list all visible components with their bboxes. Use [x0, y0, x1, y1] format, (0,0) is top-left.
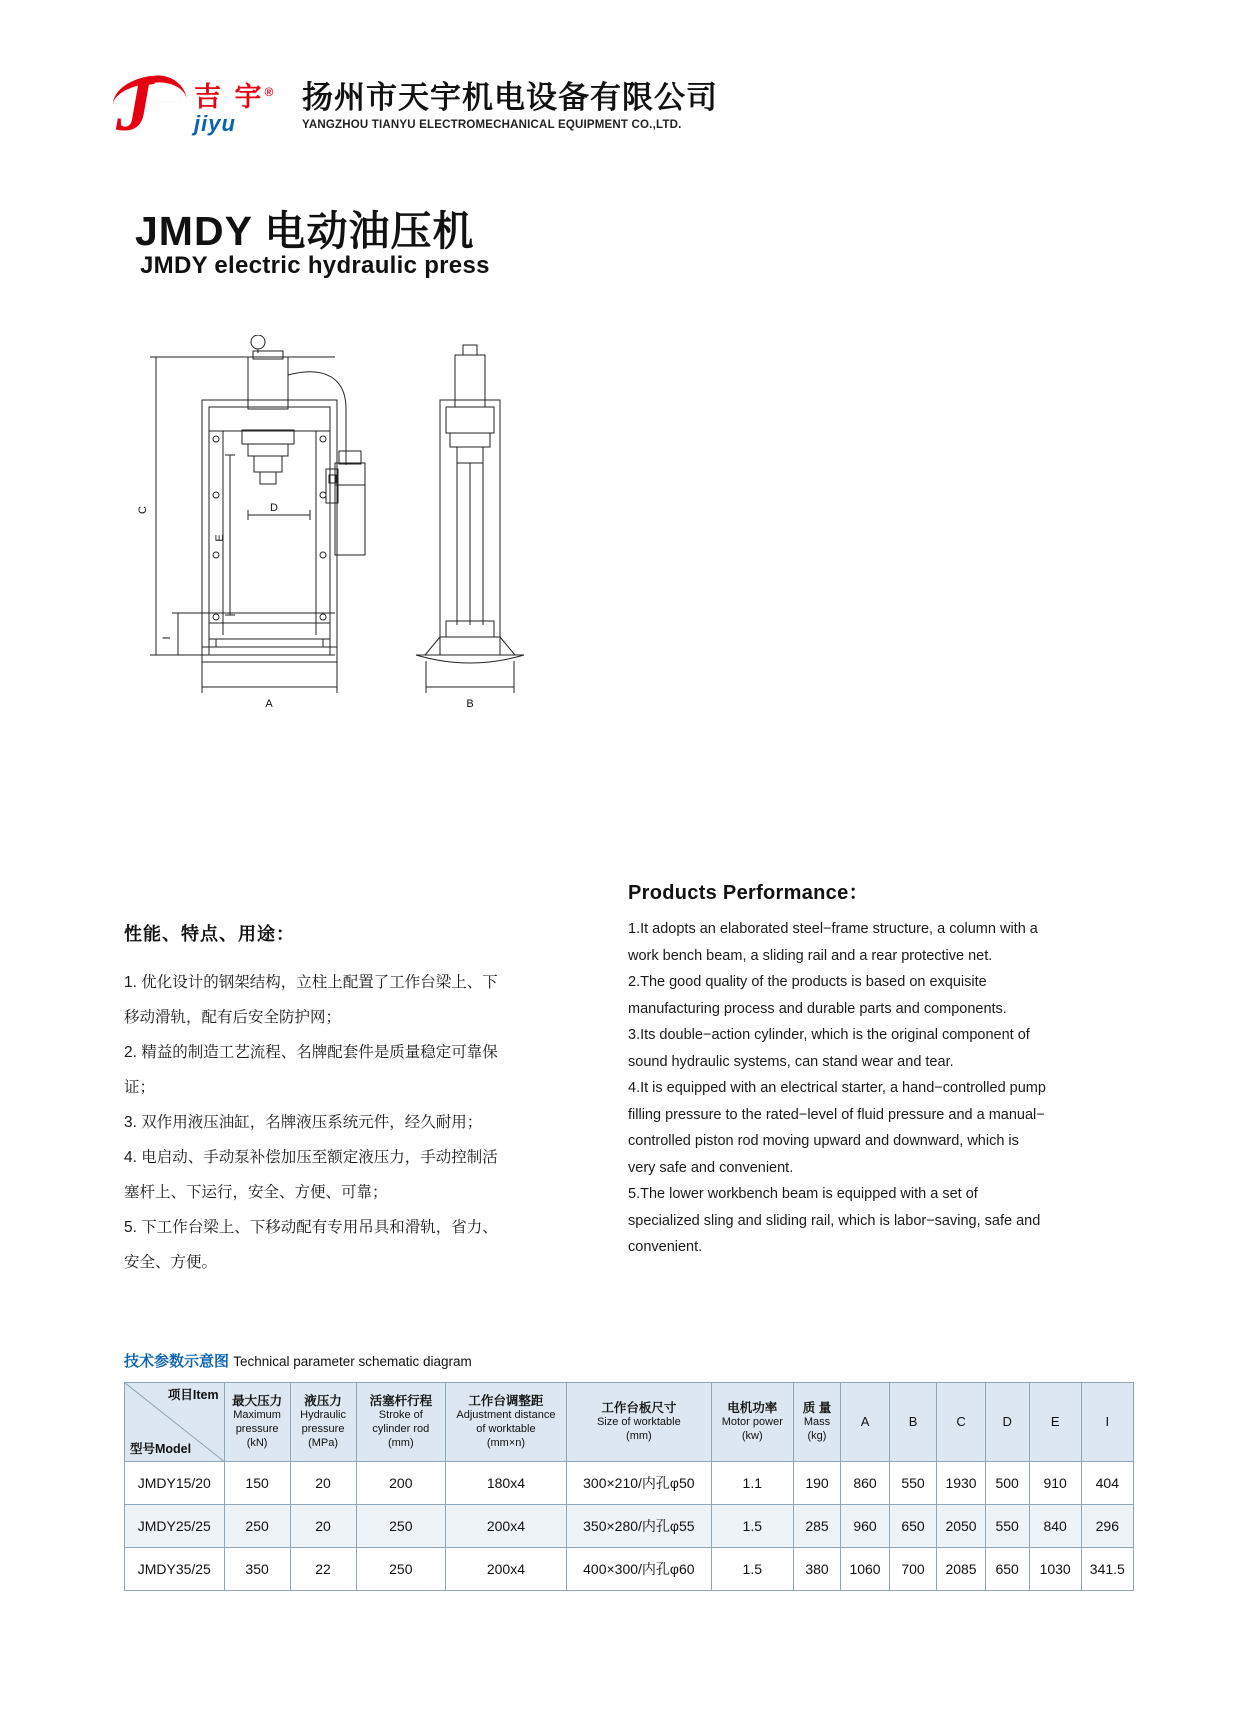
spec-table [124, 1382, 1134, 1591]
cell-a: 1060 [841, 1548, 889, 1591]
feature-line: 1. 优化设计的钢架结构，立柱上配置了工作台梁上、下 [124, 974, 498, 991]
cell-hydraulic-pressure: 20 [290, 1505, 356, 1548]
feature-line: 塞杆上、下运行，安全、方便、可靠； [124, 1184, 388, 1201]
cell-motor-power: 1.5 [711, 1548, 793, 1591]
cell-i: 341.5 [1081, 1548, 1133, 1591]
cell-i: 404 [1081, 1462, 1133, 1505]
company-name-en: YANGZHOU TIANYU ELECTROMECHANICAL EQUIPMENT CO.,LTD. [302, 119, 682, 131]
col-a: A [841, 1383, 889, 1462]
product-technical-drawing [130, 335, 590, 725]
feature-line: 4. 电启动、手动泵补偿加压至额定液压力，手动控制活 [124, 1149, 498, 1166]
cell-b: 650 [889, 1505, 937, 1548]
cell-worktable-size: 350×280/内孔φ55 [566, 1505, 711, 1548]
cell-d: 650 [985, 1548, 1029, 1591]
performance-line: 3.Its double−action cylinder, which is the original component of [628, 1027, 1030, 1043]
col-en: Size of worktable (mm) [596, 1416, 681, 1442]
cell-c: 2050 [937, 1505, 985, 1548]
feature-line: 移动滑轨，配有后安全防护网； [124, 1009, 342, 1026]
cell-max-pressure: 150 [224, 1462, 290, 1505]
cell-motor-power: 1.1 [711, 1462, 793, 1505]
col-cn: 液压力 [304, 1394, 342, 1408]
cell-hydraulic-pressure: 22 [290, 1548, 356, 1591]
cell-a: 960 [841, 1505, 889, 1548]
performance-line: 5.The lower workbench beam is equipped with a set of [628, 1186, 978, 1202]
feature-line: 3. 双作用液压油缸，名牌液压系统元件，经久耐用； [124, 1114, 483, 1131]
performance-list-en [628, 916, 1068, 1261]
col-mass [793, 1383, 841, 1462]
col-worktable-size [566, 1383, 711, 1462]
cell-stroke: 200 [356, 1462, 446, 1505]
cell-c: 1930 [937, 1462, 985, 1505]
performance-line: 2.The good quality of the products is based on exquisite [628, 974, 987, 990]
press-line-drawing [130, 335, 590, 725]
performance-line: manufacturing process and durable parts and components. [628, 1000, 1007, 1017]
logo-cn-text [194, 77, 286, 112]
cell-e: 840 [1029, 1505, 1081, 1548]
company-logo-mark [110, 65, 188, 147]
dim-label-d: D [270, 502, 278, 514]
col-cn: 电机功率 [727, 1401, 778, 1415]
col-en: Hydraulic pressure (MPa) [300, 1409, 346, 1449]
col-d: D [985, 1383, 1029, 1462]
cell-model: JMDY25/25 [125, 1505, 225, 1548]
col-stroke [356, 1383, 446, 1462]
features-heading-cn: 性能、特点、用途： [124, 924, 295, 944]
cell-adjust-distance: 180x4 [446, 1462, 567, 1505]
col-en: Maximum pressure (kN) [233, 1409, 281, 1449]
dim-label-c: C [137, 506, 149, 514]
spec-table-head [125, 1383, 1134, 1462]
col-en: Mass (kg) [803, 1416, 831, 1442]
cell-hydraulic-pressure: 20 [290, 1462, 356, 1505]
col-e: E [1029, 1383, 1081, 1462]
page-title-cn: JMDY 电动油压机 [135, 208, 475, 254]
cell-b: 700 [889, 1548, 937, 1591]
col-b: B [889, 1383, 937, 1462]
col-motor-power [711, 1383, 793, 1462]
performance-line: very safe and convenient. [628, 1159, 794, 1176]
feature-line: 安全、方便。 [124, 1254, 218, 1271]
cell-mass: 380 [793, 1548, 841, 1591]
cell-worktable-size: 300×210/内孔φ50 [566, 1462, 711, 1505]
company-name-block [302, 79, 718, 133]
logo-wordmark [194, 77, 286, 136]
col-cn: 工作台板尺寸 [601, 1401, 677, 1415]
cell-d: 500 [985, 1462, 1029, 1505]
col-i: I [1081, 1383, 1133, 1462]
spec-table-body [125, 1462, 1134, 1591]
cell-model: JMDY35/25 [125, 1548, 225, 1591]
col-hydraulic-pressure [290, 1383, 356, 1462]
table-row [125, 1505, 1134, 1548]
cell-a: 860 [841, 1462, 889, 1505]
cell-motor-power: 1.5 [711, 1505, 793, 1548]
page-title-en: JMDY electric hydraulic press [140, 252, 490, 279]
features-list-cn [124, 965, 564, 1280]
col-c: C [937, 1383, 985, 1462]
spec-table-wrapper [124, 1382, 1134, 1591]
performance-line: work bench beam, a sliding rail and a rear protective net. [628, 947, 993, 964]
performance-line: controlled piston rod moving upward and downward, which is [628, 1133, 1019, 1149]
col-cn: 质 量 [802, 1401, 832, 1415]
cell-adjust-distance: 200x4 [446, 1548, 567, 1591]
performance-heading-en: Products Performance： [628, 882, 869, 904]
cell-e: 910 [1029, 1462, 1081, 1505]
logo-letter-j: J [116, 65, 147, 147]
company-name-cn: 扬州市天宇机电设备有限公司 [302, 80, 718, 115]
spec-table-header-row [125, 1383, 1134, 1462]
page-header [110, 65, 718, 147]
performance-line: 4.It is equipped with an electrical starter, a hand−controlled pump [628, 1080, 1046, 1096]
logo-cn-label: 吉 宇 [194, 81, 265, 112]
cell-max-pressure: 250 [224, 1505, 290, 1548]
table-caption [124, 1350, 472, 1371]
cell-stroke: 250 [356, 1505, 446, 1548]
cell-c: 2085 [937, 1548, 985, 1591]
table-caption-en: Technical parameter schematic diagram [233, 1354, 472, 1369]
feature-line: 5. 下工作台梁上、下移动配有专用吊具和滑轨，省力、 [124, 1219, 498, 1236]
cell-worktable-size: 400×300/内孔φ60 [566, 1548, 711, 1591]
dim-label-a: A [265, 698, 273, 710]
corner-item-label: 项目Item [167, 1388, 219, 1402]
cell-model: JMDY15/20 [125, 1462, 225, 1505]
table-row [125, 1462, 1134, 1505]
cell-e: 1030 [1029, 1548, 1081, 1591]
performance-line: convenient. [628, 1239, 703, 1255]
col-max-pressure [224, 1383, 290, 1462]
col-en: Adjustment distance of worktable (mm×n) [456, 1409, 556, 1449]
cell-mass: 285 [793, 1505, 841, 1548]
performance-line: 1.It adopts an elaborated steel−frame structure, a column with a [628, 921, 1038, 937]
feature-line: 2. 精益的制造工艺流程、名牌配套件是质量稳定可靠保 [124, 1044, 498, 1061]
cell-stroke: 250 [356, 1548, 446, 1591]
col-cn: 活塞杆行程 [369, 1394, 433, 1408]
col-en: Motor power (kw) [721, 1416, 783, 1442]
col-adjust-distance [446, 1383, 567, 1462]
feature-line: 证； [124, 1079, 156, 1096]
cell-d: 550 [985, 1505, 1029, 1548]
cell-mass: 190 [793, 1462, 841, 1505]
cell-i: 296 [1081, 1505, 1133, 1548]
performance-line: specialized sling and sliding rail, which is labor−saving, safe and [628, 1212, 1041, 1229]
performance-line: filling pressure to the rated−level of fluid pressure and a manual− [628, 1106, 1045, 1123]
col-cn: 最大压力 [232, 1394, 283, 1408]
cell-adjust-distance: 200x4 [446, 1505, 567, 1548]
table-row [125, 1548, 1134, 1591]
table-caption-cn: 技术参数示意图 [124, 1353, 230, 1370]
dim-label-e: E [214, 534, 226, 542]
dim-label-b: B [466, 698, 474, 710]
cell-b: 550 [889, 1462, 937, 1505]
col-en: Stroke of cylinder rod (mm) [372, 1409, 430, 1449]
logo-en-label: jiyu [194, 110, 236, 136]
performance-line: sound hydraulic systems, can stand wear and tear. [628, 1053, 954, 1070]
dim-label-i: I [161, 636, 173, 640]
spec-table-corner-cell [125, 1383, 225, 1462]
registered-mark-icon: ® [264, 84, 277, 99]
col-cn: 工作台调整距 [468, 1394, 544, 1408]
corner-model-label: 型号Model [130, 1442, 192, 1456]
cell-max-pressure: 350 [224, 1548, 290, 1591]
